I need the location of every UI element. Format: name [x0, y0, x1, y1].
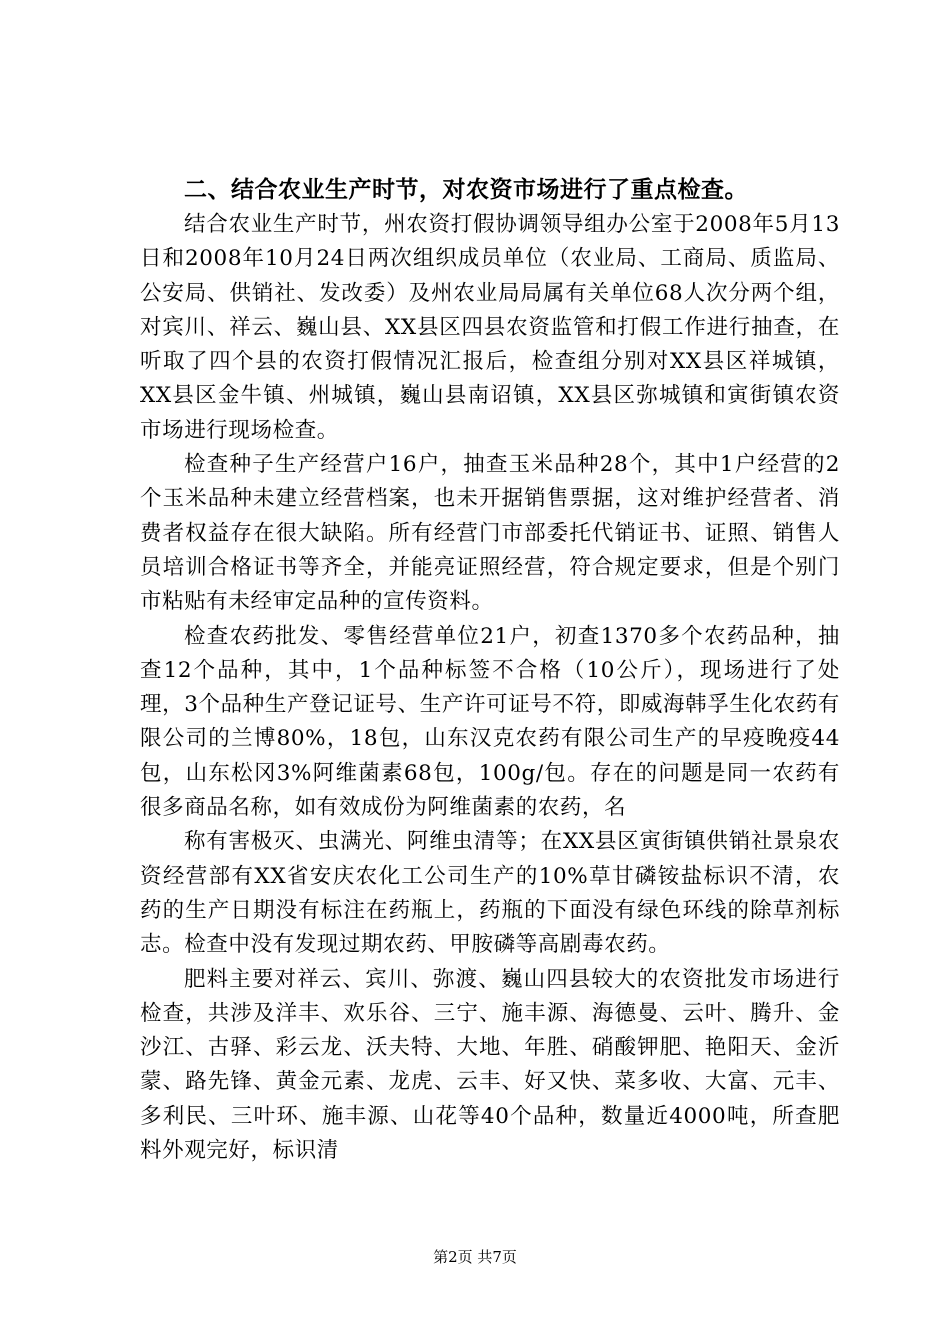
document-body [140, 172, 840, 1168]
page-footer: 第2页 共7页 [433, 1248, 517, 1266]
paragraph-pesticide-continued: 称有害极灭、虫满光、阿维虫清等；在XX县区寅街镇供销社景泉农资经营部有XX省安庆农化工公司生产的10%草甘磷铵盐标识不清，农药的生产日期没有标注在药瓶上，药瓶的下面没有绿色环线的除草剂标志。检查中没有发现过期农药、甲胺磷等高剧毒农药。 [140, 829, 840, 958]
paragraph-seed-inspection: 检查种子生产经营户16户，抽查玉米品种28个，其中1户经营的2个玉米品种未建立经营档案，也未开据销售票据，这对维护经营者、消费者权益存在很大缺陷。所有经营门市部委托代销证书、证照、销售人员培训合格证书等齐全，并能亮证照经营，符合规定要求，但是个别门市粘贴有未经审定品种的宣传资料。 [140, 452, 840, 615]
section-heading: 二、结合农业生产时节，对农资市场进行了重点检查。 [184, 177, 748, 203]
paragraph-fertilizer-inspection: 肥料主要对祥云、宾川、弥渡、巍山四县较大的农资批发市场进行检查，共涉及洋丰、欢乐谷、三宁、施丰源、海德曼、云叶、腾升、金沙江、古驿、彩云龙、沃夫特、大地、年胜、硝酸钾肥、艳阳天、金沂蒙、路先锋、黄金元素、龙虎、云丰、好又快、菜多收、大富、元丰、多利民、三叶环、施丰源、山花等40个品种，数量近4000吨，所查肥料外观完好，标识清 [140, 966, 840, 1164]
paragraph-inspection-overview: 结合农业生产时节，州农资打假协调领导组办公室于2008年5月13日和2008年10月24日两次组织成员单位（农业局、工商局、质监局、公安局、供销社、发改委）及州农业局局属有关单位68人次分两个组，对宾川、祥云、巍山县、XX县区四县农资监管和打假工作进行抽查，在听取了四个县的农资打假情况汇报后，检查组分别对XX县区祥城镇，XX县区金牛镇、州城镇，巍山县南诏镇，XX县区弥城镇和寅街镇农资市场进行现场检查。 [140, 212, 840, 443]
paragraph-pesticide-inspection: 检查农药批发、零售经营单位21户，初查1370多个农药品种，抽查12个品种，其中，1个品种标签不合格（10公斤），现场进行了处理，3个品种生产登记证号、生产许可证号不符，即威海韩孚生化农药有限公司的兰博80%，18包，山东汉克农药有限公司生产的早疫晚疫44包，山东松冈3%阿维菌素68包，100g/包。存在的问题是同一农药有很多商品名称，如有效成份为阿维菌素的农药，名 [140, 623, 840, 821]
